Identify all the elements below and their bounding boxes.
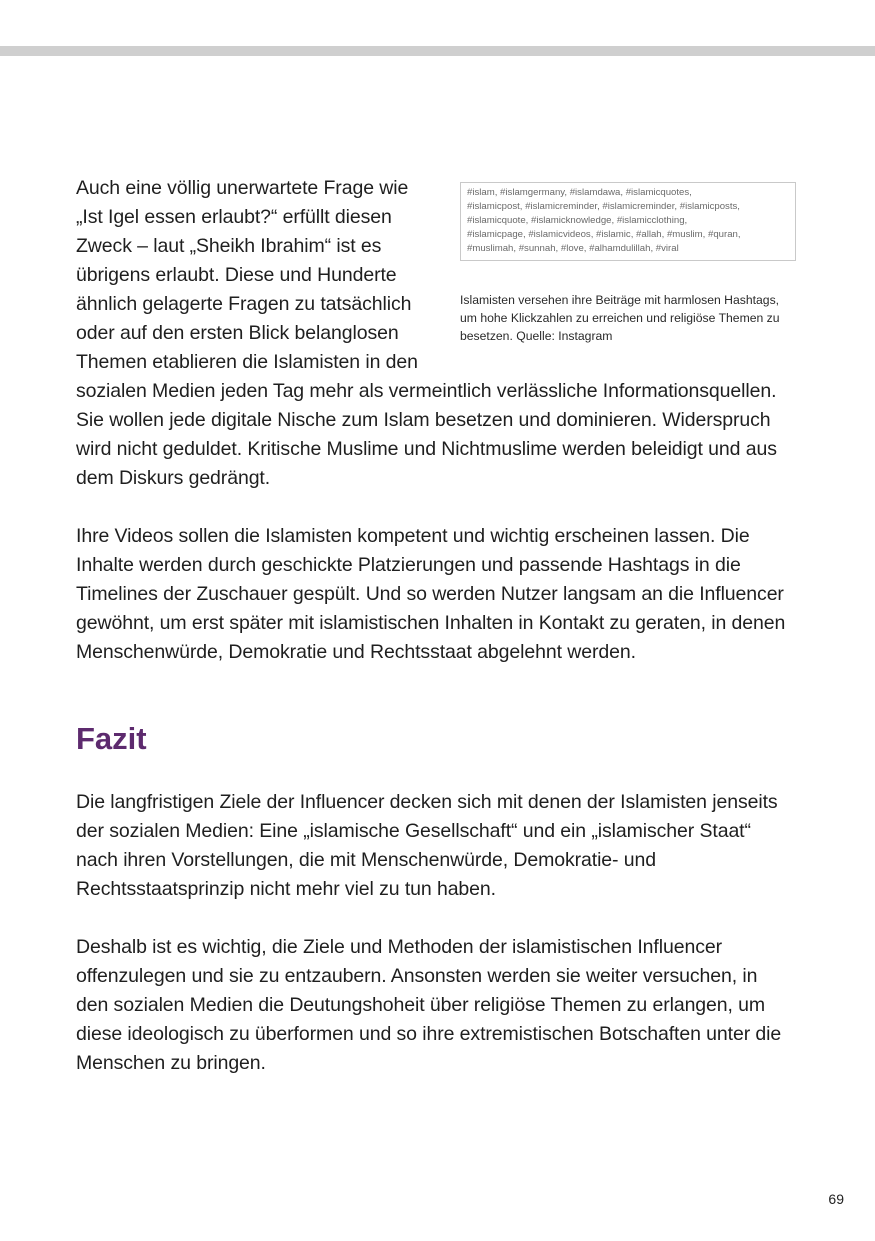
figure-caption: Islamisten versehen ihre Beiträge mit harmlosen Hashtags, um hohe Klickzahlen zu erreichen und religiöse Themen zu besetzen. Quelle: Instagram [460,293,780,343]
hashtag-screenshot [460,182,796,261]
top-rule [0,46,875,56]
hashtag-line: #islamicquote, #islamicknowledge, #islamicclothing, [467,215,688,226]
hashtag-line: #islam, #islamgermany, #islamdawa, #islamicquotes, [467,187,692,198]
section-heading: Fazit [76,721,147,756]
hashtag-line: #islamicpage, #islamicvideos, #islamic, #allah, #muslim, #quran, [467,229,741,240]
body-text-lower [76,788,792,1078]
hashtag-line: #muslimah, #sunnah, #love, #alhamdulillah, #viral [467,243,679,254]
paragraph-1: Auch eine völlig unerwartete Frage wie „Ist Igel essen erlaubt?“ erfüllt diesen Zweck – laut „Sheikh Ibrahim“ ist es übrigens erlaubt. Diese und Hunderte ähnlich gelagerte Fragen zu tatsächlich oder auf den ersten Blick belanglosen Themen etablieren die Islamisten in den sozialen Medien jeden Tag mehr als vermeintlich verlässliche Informationsquellen. Sie wollen jede digitale Nische zum Islam besetzen und dominieren. Widerspruch wird nicht geduldet. Kritische Muslime und Nichtmuslime werden beleidigt und aus dem Diskurs gedrängt. [76,177,777,489]
page-number: 69 [828,1191,844,1207]
hashtag-figure [460,182,796,345]
paragraph-3: Die langfristigen Ziele der Influencer decken sich mit denen der Islamisten jenseits der sozialen Medien: Eine „islamische Gesellschaft“ und ein „islamischer Staat“ nach ihren Vorstellungen, die mit Menschenwürde, Demokratie- und Rechtsstaatsprinzip nicht mehr viel zu tun haben. [76,791,778,900]
hashtag-line: #islamicpost, #islamicreminder, #islamicreminder, #islamicposts, [467,201,740,212]
paragraph-4: Deshalb ist es wichtig, die Ziele und Methoden der islamistischen Influencer offenzulegen und sie zu entzaubern. Ansonsten werden sie weiter versuchen, in den sozialen Medien die Deutungshoheit über religiöse Themen zu erlangen, um diese ideologisch zu überformen und so ihre extremistischen Botschaften unter die Menschen zu bringen. [76,936,782,1074]
body-text-upper [76,174,792,667]
paragraph-2: Ihre Videos sollen die Islamisten kompetent und wichtig erscheinen lassen. Die Inhalte werden durch geschickte Platzierungen und passende Hashtags in die Timelines der Zuschauer gespült. Und so werden Nutzer langsam an die Influencer gewöhnt, um erst später mit islamistischen Inhalten in Kontakt zu geraten, in denen Menschenwürde, Demokratie und Rechtsstaat abgelehnt werden. [76,525,786,663]
